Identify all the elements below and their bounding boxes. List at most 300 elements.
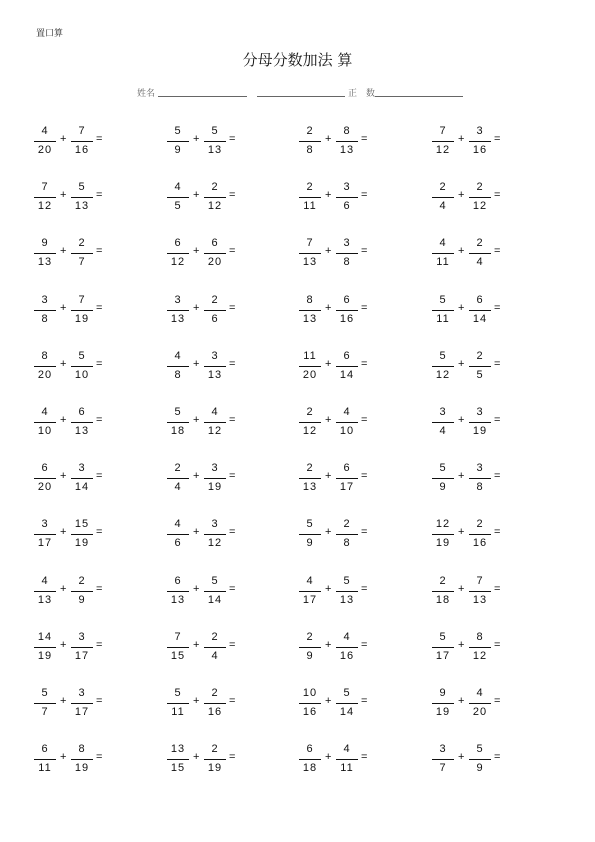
equals-sign: = — [361, 582, 368, 595]
fraction-bar — [336, 422, 358, 423]
problem-item — [167, 121, 287, 161]
problem-item — [299, 121, 419, 161]
plus-sign: + — [60, 470, 67, 483]
denominator: 6 — [174, 537, 182, 550]
fraction — [71, 458, 93, 498]
denominator: 19 — [74, 312, 90, 325]
denominator: 19 — [435, 537, 451, 550]
fraction — [469, 402, 491, 442]
denominator: 16 — [339, 312, 355, 325]
fraction-bar — [299, 253, 321, 254]
denominator: 20 — [37, 144, 53, 156]
fraction — [71, 402, 93, 442]
equals-sign: = — [361, 301, 368, 314]
fraction-bar — [34, 534, 56, 535]
fraction-bar — [432, 366, 454, 367]
equals-sign: = — [229, 695, 236, 707]
problem-item — [299, 290, 419, 330]
numerator: 6 — [211, 237, 219, 250]
fraction — [204, 402, 226, 442]
fraction-bar — [204, 534, 226, 535]
numerator: 3 — [476, 406, 484, 418]
problem-item — [34, 290, 154, 330]
numerator: 14 — [37, 630, 53, 643]
fraction — [336, 177, 358, 217]
fraction — [469, 121, 491, 161]
fraction — [336, 121, 358, 161]
denominator: 20 — [37, 368, 53, 381]
fraction-bar — [34, 197, 56, 198]
fraction-bar — [336, 197, 358, 198]
fraction-bar — [167, 310, 189, 311]
equals-sign: = — [361, 245, 368, 258]
numerator: 6 — [41, 743, 49, 756]
problem-item — [167, 683, 287, 723]
equals-sign: = — [494, 526, 501, 539]
plus-sign: + — [60, 357, 67, 370]
fraction — [204, 290, 226, 330]
denominator: 18 — [435, 593, 451, 606]
plus-sign: + — [325, 133, 332, 145]
denominator: 13 — [74, 200, 90, 213]
fraction — [336, 627, 358, 667]
fraction-bar — [71, 591, 93, 592]
numerator: 5 — [343, 574, 351, 587]
numerator: 2 — [476, 181, 484, 194]
fraction — [469, 627, 491, 667]
numerator: 3 — [174, 293, 182, 306]
fraction — [167, 290, 189, 330]
fraction-bar — [336, 478, 358, 479]
numerator: 4 — [343, 630, 351, 643]
numerator: 5 — [306, 518, 314, 531]
fraction-bar — [204, 310, 226, 311]
problem-item — [299, 402, 419, 442]
fraction-bar — [432, 197, 454, 198]
denominator: 9 — [306, 537, 314, 550]
equals-sign: = — [229, 414, 236, 426]
fraction-bar — [469, 197, 491, 198]
numerator: 11 — [303, 349, 317, 362]
plus-sign: + — [325, 189, 332, 202]
problem-item — [299, 739, 419, 779]
fraction — [469, 739, 491, 779]
fraction-bar — [299, 366, 321, 367]
numerator: 8 — [343, 125, 351, 137]
numerator: 2 — [211, 630, 219, 643]
fraction-bar — [71, 647, 93, 648]
denominator: 13 — [339, 593, 355, 606]
fraction-bar — [469, 703, 491, 704]
equals-sign: = — [361, 638, 368, 651]
fraction-bar — [299, 310, 321, 311]
numerator: 3 — [343, 237, 351, 250]
plus-sign: + — [60, 582, 67, 595]
numerator: 3 — [78, 630, 86, 643]
numerator: 8 — [41, 349, 49, 362]
denominator: 6 — [211, 312, 219, 325]
fraction — [432, 571, 454, 611]
plus-sign: + — [60, 638, 67, 651]
problem-item — [432, 571, 552, 611]
denominator: 12 — [207, 425, 223, 437]
problem-item — [432, 233, 552, 273]
problem-item — [299, 683, 419, 723]
fraction — [432, 402, 454, 442]
problem-item — [34, 739, 154, 779]
fraction — [71, 121, 93, 161]
equals-sign: = — [96, 301, 103, 314]
fraction-bar — [167, 253, 189, 254]
numerator: 3 — [211, 518, 219, 531]
denominator: 16 — [74, 144, 90, 156]
numerator: 2 — [78, 574, 86, 587]
fraction — [299, 627, 321, 667]
numerator: 7 — [78, 125, 86, 137]
numerator: 5 — [78, 181, 86, 194]
equals-sign: = — [96, 751, 103, 764]
fraction — [71, 514, 93, 554]
fraction-bar — [167, 478, 189, 479]
numerator: 7 — [306, 237, 314, 250]
numerator: 3 — [343, 181, 351, 194]
fraction — [71, 627, 93, 667]
numerator: 2 — [211, 181, 219, 194]
equals-sign: = — [494, 751, 501, 764]
fraction-bar — [299, 534, 321, 535]
fraction-bar — [432, 591, 454, 592]
plus-sign: + — [60, 414, 67, 426]
fraction-bar — [204, 366, 226, 367]
fraction — [469, 458, 491, 498]
fraction — [34, 233, 56, 273]
fraction — [167, 683, 189, 723]
plus-sign: + — [60, 133, 67, 145]
problem-item — [167, 290, 287, 330]
fraction-bar — [336, 310, 358, 311]
numerator: 5 — [174, 125, 182, 137]
equals-sign: = — [229, 301, 236, 314]
problem-item — [167, 402, 287, 442]
fraction — [432, 121, 454, 161]
fraction — [204, 627, 226, 667]
numerator: 5 — [211, 125, 219, 137]
denominator: 9 — [476, 762, 484, 775]
problem-item — [167, 739, 287, 779]
problem-item — [432, 683, 552, 723]
fraction-bar — [469, 310, 491, 311]
problem-item — [432, 177, 552, 217]
fraction-bar — [469, 647, 491, 648]
fraction — [71, 739, 93, 779]
problem-item — [432, 627, 552, 667]
denominator: 4 — [439, 200, 447, 213]
plus-sign: + — [458, 245, 465, 258]
denominator: 11 — [171, 706, 185, 718]
denominator: 13 — [170, 312, 186, 325]
numerator: 2 — [439, 181, 447, 194]
fraction — [167, 402, 189, 442]
fraction-bar — [336, 591, 358, 592]
denominator: 17 — [74, 649, 90, 662]
problem-item — [299, 346, 419, 386]
fraction-bar — [469, 366, 491, 367]
numerator: 7 — [78, 293, 86, 306]
fraction-bar — [167, 366, 189, 367]
problem-item — [299, 627, 419, 667]
denominator: 13 — [207, 144, 223, 156]
fraction-bar — [167, 647, 189, 648]
denominator: 13 — [302, 481, 318, 494]
numerator: 2 — [476, 518, 484, 531]
fraction — [34, 514, 56, 554]
numerator: 4 — [306, 574, 314, 587]
fraction — [34, 571, 56, 611]
fraction — [167, 514, 189, 554]
fraction-bar — [336, 534, 358, 535]
numerator: 8 — [476, 630, 484, 643]
denominator: 6 — [343, 200, 351, 213]
problem-item — [167, 346, 287, 386]
problem-item — [34, 514, 154, 554]
fraction — [469, 233, 491, 273]
denominator: 20 — [37, 481, 53, 494]
fraction-bar — [71, 366, 93, 367]
fraction-bar — [167, 703, 189, 704]
plus-sign: + — [193, 133, 200, 145]
numerator: 5 — [174, 406, 182, 418]
equals-sign: = — [361, 357, 368, 370]
fraction — [167, 346, 189, 386]
fraction-bar — [34, 141, 56, 142]
denominator: 5 — [174, 200, 182, 213]
denominator: 17 — [37, 537, 53, 550]
fraction — [469, 514, 491, 554]
fraction-bar — [34, 591, 56, 592]
numerator: 5 — [343, 687, 351, 699]
equals-sign: = — [494, 582, 501, 595]
fraction-bar — [469, 591, 491, 592]
denominator: 19 — [435, 706, 451, 718]
denominator: 9 — [306, 649, 314, 662]
equals-sign: = — [494, 245, 501, 258]
equals-sign: = — [229, 189, 236, 202]
denominator: 12 — [435, 368, 451, 381]
fraction-bar — [71, 759, 93, 760]
numerator: 2 — [439, 574, 447, 587]
fraction — [299, 346, 321, 386]
problem-item — [34, 458, 154, 498]
problem-item — [299, 514, 419, 554]
fraction — [469, 177, 491, 217]
fraction-bar — [71, 310, 93, 311]
denominator: 12 — [170, 256, 186, 269]
numerator: 6 — [174, 237, 182, 250]
numerator: 5 — [78, 349, 86, 362]
numerator: 6 — [343, 462, 351, 475]
fraction — [71, 290, 93, 330]
plus-sign: + — [458, 582, 465, 595]
denominator: 16 — [207, 706, 223, 718]
denominator: 13 — [302, 312, 318, 325]
plus-sign: + — [325, 751, 332, 764]
denominator: 10 — [37, 425, 53, 437]
problem-item — [432, 121, 552, 161]
fraction — [299, 121, 321, 161]
fraction-bar — [299, 759, 321, 760]
fraction — [167, 233, 189, 273]
problem-item — [432, 402, 552, 442]
problem-item — [432, 514, 552, 554]
plus-sign: + — [458, 470, 465, 483]
fraction — [336, 458, 358, 498]
denominator: 13 — [74, 425, 90, 437]
fraction — [71, 177, 93, 217]
plus-sign: + — [325, 357, 332, 370]
numerator: 2 — [306, 630, 314, 643]
fraction-bar — [336, 703, 358, 704]
plus-sign: + — [193, 582, 200, 595]
numerator: 6 — [41, 462, 49, 475]
numerator: 5 — [439, 462, 447, 475]
numerator: 3 — [78, 462, 86, 475]
fraction-bar — [204, 647, 226, 648]
equals-sign: = — [361, 189, 368, 202]
fraction-bar — [469, 534, 491, 535]
denominator: 11 — [436, 312, 450, 325]
equals-sign: = — [229, 470, 236, 483]
fraction — [432, 177, 454, 217]
problem-item — [167, 571, 287, 611]
denominator: 17 — [435, 649, 451, 662]
plus-sign: + — [458, 414, 465, 426]
fraction-bar — [299, 591, 321, 592]
fraction-bar — [469, 422, 491, 423]
denominator: 19 — [74, 762, 90, 775]
denominator: 19 — [207, 762, 223, 775]
equals-sign: = — [96, 133, 103, 145]
fraction — [432, 514, 454, 554]
page-title: 分母分数加法 算 — [242, 51, 353, 69]
fraction-bar — [34, 253, 56, 254]
denominator: 12 — [472, 649, 488, 662]
denominator: 11 — [38, 762, 52, 775]
fraction — [432, 627, 454, 667]
plus-sign: + — [325, 414, 332, 426]
numerator: 3 — [211, 462, 219, 475]
numerator: 6 — [343, 349, 351, 362]
fraction-bar — [167, 759, 189, 760]
fraction-bar — [299, 703, 321, 704]
equals-sign: = — [494, 638, 501, 651]
equals-sign: = — [494, 695, 501, 707]
denominator: 19 — [37, 649, 53, 662]
fraction-bar — [432, 703, 454, 704]
fraction-bar — [299, 422, 321, 423]
denominator: 7 — [439, 762, 447, 775]
denominator: 10 — [339, 425, 355, 437]
plus-sign: + — [458, 301, 465, 314]
fraction — [71, 233, 93, 273]
fraction — [204, 121, 226, 161]
plus-sign: + — [193, 638, 200, 651]
denominator: 8 — [476, 481, 484, 494]
numerator: 6 — [174, 574, 182, 587]
denominator: 14 — [339, 706, 355, 718]
numerator: 2 — [306, 181, 314, 194]
numerator: 3 — [41, 518, 49, 531]
fraction-bar — [469, 478, 491, 479]
denominator: 12 — [207, 537, 223, 550]
equals-sign: = — [96, 526, 103, 539]
equals-sign: = — [361, 526, 368, 539]
denominator: 17 — [339, 481, 355, 494]
numerator: 2 — [78, 237, 86, 250]
fraction — [432, 233, 454, 273]
denominator: 13 — [302, 256, 318, 269]
problem-item — [167, 458, 287, 498]
equals-sign: = — [229, 245, 236, 258]
equals-sign: = — [96, 245, 103, 258]
fraction-bar — [299, 197, 321, 198]
numerator: 2 — [306, 125, 314, 137]
plus-sign: + — [325, 470, 332, 483]
numerator: 2 — [174, 462, 182, 475]
fraction — [71, 571, 93, 611]
fraction — [204, 458, 226, 498]
equals-sign: = — [494, 470, 501, 483]
fraction-bar — [34, 759, 56, 760]
problem-item — [34, 233, 154, 273]
fraction — [299, 683, 321, 723]
denominator: 18 — [170, 425, 186, 437]
fraction — [469, 571, 491, 611]
fraction — [167, 627, 189, 667]
fraction — [299, 458, 321, 498]
numerator: 6 — [343, 293, 351, 306]
equals-sign: = — [96, 357, 103, 370]
denominator: 11 — [436, 256, 450, 269]
fraction-bar — [71, 253, 93, 254]
numerator: 4 — [174, 518, 182, 531]
fraction-bar — [204, 478, 226, 479]
corner-label: 置口算 — [36, 29, 64, 39]
denominator: 13 — [207, 368, 223, 381]
fraction — [167, 121, 189, 161]
denominator: 12 — [37, 200, 53, 213]
fraction-bar — [204, 591, 226, 592]
fraction-bar — [336, 647, 358, 648]
numerator: 8 — [306, 293, 314, 306]
fraction — [336, 346, 358, 386]
fraction-bar — [432, 422, 454, 423]
fraction — [299, 290, 321, 330]
fraction — [299, 402, 321, 442]
fraction — [336, 571, 358, 611]
plus-sign: + — [193, 470, 200, 483]
fraction-bar — [432, 534, 454, 535]
equals-sign: = — [494, 189, 501, 202]
numerator: 2 — [211, 687, 219, 699]
fraction-bar — [432, 253, 454, 254]
fraction — [204, 346, 226, 386]
fraction — [167, 739, 189, 779]
equals-sign: = — [229, 638, 236, 651]
denominator: 16 — [302, 706, 318, 718]
denominator: 17 — [302, 593, 318, 606]
fraction-bar — [34, 478, 56, 479]
problem-item — [432, 290, 552, 330]
